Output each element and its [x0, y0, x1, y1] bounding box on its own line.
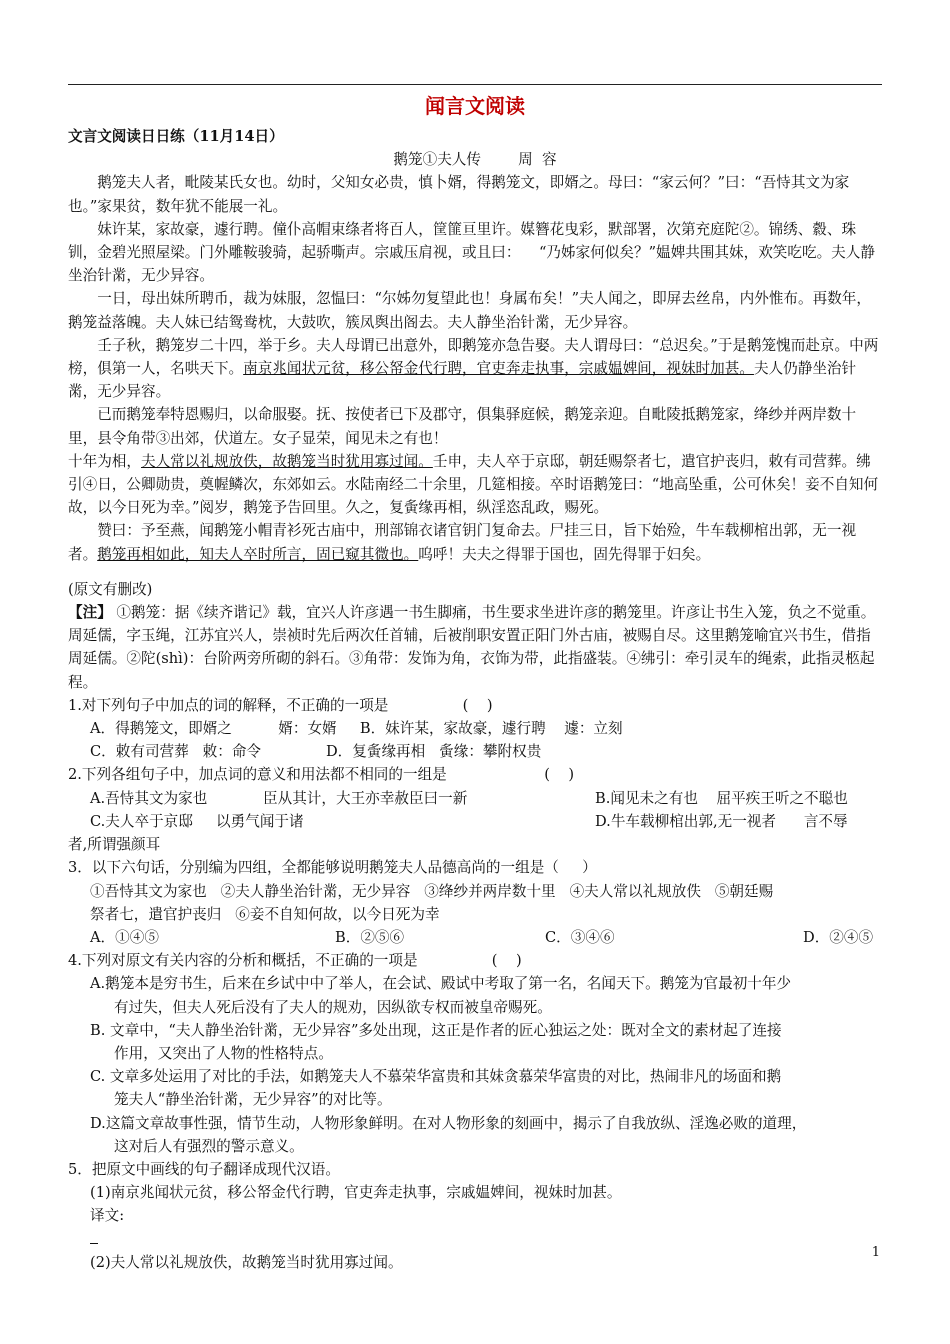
question-5-item-1: (1)南京兆闻状元贫，移公帑金代行聘，官吏奔走执事，宗戚媪婢间，视妹时加甚。	[90, 1184, 622, 1202]
passage-paragraph	[68, 334, 882, 404]
question-4-option-d-2: 这对后人有强烈的警示意义。	[114, 1137, 304, 1155]
question-2-row-1	[68, 787, 882, 810]
note-label: 【注】	[68, 604, 112, 622]
top-rule	[68, 84, 882, 85]
passage-text: 赞曰：予至燕，闻鹅笼小帽青衫死古庙中，刑部锦衣诸官钥门复命去。尸挂三日，旨下始殓，牛车载柳棺出郭，无一视者。	[68, 522, 857, 563]
passage-text: 壬申，夫人卒于京邸，朝廷赐祭者七，遣官护丧归，敕有司营葬。绋引④日，公卿勋贵，奠幄鳞次，东郊如云。水陆南经二十余里，几筵相接。卒时语鹅笼曰：“地高坠重，公可休矣！妾不自知何故，以今日死为幸。”阅岁，鹅笼予告回里。久之，复夤缘再相，纵淫恣乱政，赐死。	[68, 452, 879, 517]
question-5-item-2: (2)夫人常以礼规放佚，故鹅笼当时犹用寡过闻。	[90, 1253, 403, 1271]
question-2-continuation: 者,所谓强颜耳	[68, 836, 161, 854]
question-4-option-c-1: C. 文章多处运用了对比的手法，如鹅笼夫人不慕荣华富贵和其妹贪慕荣华富贵的对比，热闹非凡的场面和鹅	[90, 1068, 782, 1086]
question-4: 4.下列对原文有关内容的分析和概括，不正确的一项是 ( )	[68, 952, 522, 970]
passage-text: 十年为相，	[68, 452, 141, 470]
question-5: 5．把原文中画线的句子翻译成现代汉语。	[68, 1160, 340, 1178]
question-3-options	[68, 926, 882, 949]
question-4-option-b-2: 作用，又突出了人物的性格特点。	[114, 1044, 333, 1062]
question-4-option-c-2: 笼夫人“静坐治针黹，无少异容”的对比等。	[114, 1091, 392, 1109]
question-2-row-2	[68, 810, 882, 833]
underlined-sentence: 南京兆闻状元贫，移公帑金代行聘，官吏奔走执事，宗戚媪婢间，视妹时加甚。	[243, 360, 754, 378]
passage-paragraph	[68, 519, 882, 565]
page-number: 1	[871, 1245, 880, 1260]
note-text: ①鹅笼：据《续齐谐记》载，宜兴人许彦遇一书生脚痛，书生要求坐进许彦的鹅笼里。许彦让书生入笼，负之不觉重。周延儒，字玉绳，江苏宜兴人，崇祯时先后两次任首辅，后被削职安置正阳门外古庙，被赐自尽。这里鹅笼喻宜兴书生，借指周延儒。②陀(shì)：台阶两旁所砌的斜石。③角带：发饰为角，衣饰为带，此指盛装。④绋引：牵引灵车的绳索，此指灵柩起程。	[68, 604, 876, 691]
question-3-items-2: 祭者七，遣官护丧归 ⑥妾不自知何故，以今日死为幸	[90, 905, 440, 923]
answer-blank[interactable]	[68, 1228, 882, 1251]
question-1-options-ab: A．得鹅笼文，即婿之 婿：女婿 B．妹许某，家故豪，遽行聘 遽：立刻	[90, 720, 623, 738]
question-3-option-d: D．②④⑤	[803, 928, 874, 946]
question-2: 2.下列各组句子中，加点词的意义和用法都不相同的一组是 ( )	[68, 766, 575, 784]
question-4-option-a-1: A.鹅笼本是穷书生，后来在乡试中中了举人，在会试、殿试中考取了第一名，名闻天下。鹅笼为官最初十年少	[90, 975, 792, 993]
question-4-option-b-1: B. 文章中，“夫人静坐治针黹，无少异容”多处出现，这正是作者的匠心独运之处：既对全文的素材起了连接	[90, 1021, 782, 1039]
question-2-option-a: A.吾恃其文为家也 臣从其计，大王亦幸赦臣曰一新	[90, 789, 468, 807]
passage-paragraph	[68, 287, 882, 333]
question-4-option-a-2: 有过失，但夫人死后没有了夫人的规劝，因纵欲专权而被皇帝赐死。	[114, 998, 552, 1016]
passage-text: 一日，母出妹所聘币，裁为妹服，忽愠曰：“尔姊勿复望此也！身属布矣！”夫人闻之，即屏去丝帛，内外惟布。再数年，鹅笼益落魄。夫人妹已结鸳鸯枕，大鼓吹，簇凤舆出阁去。夫人静坐治针黹，无少异容。	[68, 290, 871, 331]
question-3-items-1: ①吾恃其文为家也 ②夫人静坐治针黹，无少异容 ③绛纱并两岸数十里 ④夫人常以礼规放佚 ⑤朝廷赐	[90, 882, 774, 900]
passage-heading: 鹅笼①夫人传 周 容	[393, 151, 557, 169]
document-page	[68, 84, 882, 1274]
source-note: (原文有删改)	[68, 580, 153, 598]
notes	[68, 601, 882, 694]
question-3-option-b: B．②⑤⑥	[335, 928, 405, 946]
question-2-option-b: B.闻见未之有也 屈平疾王听之不聪也	[595, 789, 848, 807]
passage-text: 鹅笼夫人者，毗陵某氏女也。幼时，父知女必贵，慎卜婿，得鹅笼文，即婿之。母曰：“家云何？”曰：“吾恃其文为家也。”家果贫，数年犹不能展一礼。	[68, 174, 850, 215]
underlined-sentence: 鹅笼再相如此，知夫人卒时所言，固已窥其微也。	[97, 545, 419, 563]
passage-text: 壬子秋，鹅笼岁二十四，举于乡。夫人母谓已出意外，即鹅笼亦急告娶。夫人谓母曰：“总迟矣。”于是鹅笼愧而赴京。中两榜，俱第一人，名哄天下。	[68, 336, 879, 378]
passage-paragraph	[68, 450, 882, 520]
passage-text: 妹许某，家故豪，遽行聘。僮仆高帽束绦者将百人，筐篚亘里许。媒簪花曳彩，默部署，次第充庭陀②。锦绣、縠、珠钏，金碧光照屋梁。门外雕鞍骏骑，起骄嘶声。宗戚压肩视，或且曰： “乃姊家何似矣？”媪婢共围其妹，欢笑吃吃。夫人静坐治针黹，无少异容。	[68, 220, 875, 285]
answer-label: 译文:	[90, 1207, 125, 1225]
passage-text: 呜呼！夫夫之得罪于国也，固先得罪于妇矣。	[418, 545, 711, 563]
passage-text: 已而鹅笼奉特恩赐归，以命服娶。抚、按使者已下及郡守，俱集驿庭候，鹅笼亲迎。自毗陵抵鹅笼家，绛纱并两岸数十里，县令角带③出郊，伏道左。女子显荣，闻见未之有也！	[68, 406, 857, 447]
page-title: 闻言文阅读	[425, 94, 525, 118]
question-3: 3．以下六句话，分别编为四组，全都能够说明鹅笼夫人品德高尚的一组是（ ）	[68, 859, 597, 877]
question-4-option-d-1: D.这篇文章故事性强，情节生动，人物形象鲜明。在对人物形象的刻画中，揭示了自我放纵、淫逸必败的道理，	[90, 1114, 807, 1132]
question-3-option-a: A．①④⑤	[90, 928, 159, 946]
subtitle: 文言文阅读日日练（11月14日）	[68, 128, 284, 145]
question-1: 1.对下列句子中加点的词的解释，不正确的一项是 ( )	[68, 696, 493, 714]
question-2-option-d: D.牛车载柳棺出郭,无一视者 言不辱	[595, 812, 848, 830]
underlined-sentence: 夫人常以礼规放佚，故鹅笼当时犹用寡过闻。	[140, 452, 433, 470]
question-2-option-c: C.夫人卒于京邸 以勇气闻于诸	[90, 812, 304, 830]
passage	[68, 171, 882, 565]
passage-paragraph	[68, 171, 882, 217]
question-1-options-cd: C．敕有司营葬 敕：命令 D．复夤缘再相 夤缘：攀附权贵	[90, 743, 542, 761]
passage-paragraph	[68, 403, 882, 449]
passage-text: 夫人仍静坐治针黹，无少异容。	[68, 360, 857, 401]
question-3-option-c: C．③④⑥	[545, 928, 615, 946]
passage-paragraph	[68, 218, 882, 288]
